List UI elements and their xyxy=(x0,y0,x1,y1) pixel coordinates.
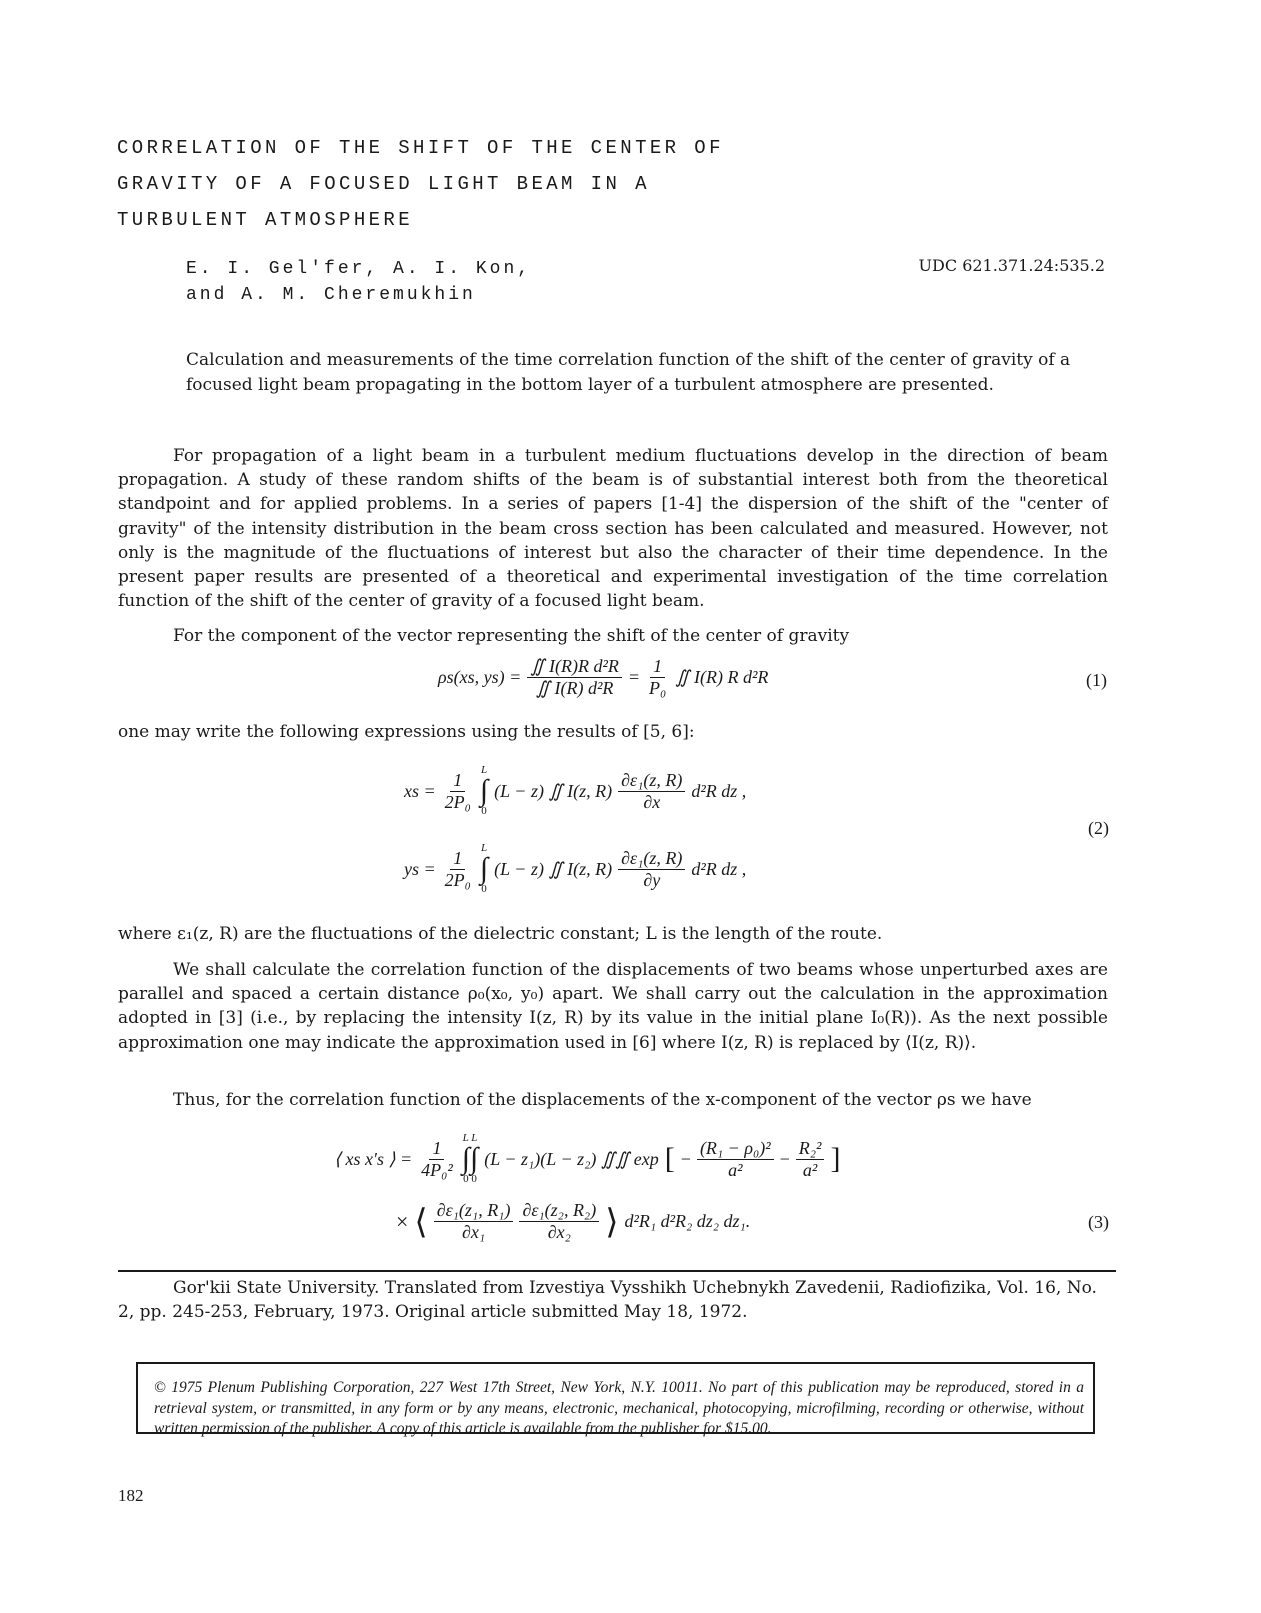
authors-line-2: and A. M. Cheremukhin xyxy=(186,285,476,305)
eq3-d2-num: ∂ε₁(z₂, R₂) xyxy=(519,1200,599,1222)
title-line-1: CORRELATION OF THE SHIFT OF THE CENTER OF xyxy=(117,137,724,159)
eq3-bracket-den2: a² xyxy=(802,1159,818,1180)
eq3-times: × xyxy=(396,1208,409,1234)
eq2-x-deriv-num: ∂ε₁(z, R) xyxy=(618,770,685,792)
eq1-number: (1) xyxy=(1086,670,1107,690)
eq2-y-integral xyxy=(480,842,488,896)
eq3-lower: 0 0 xyxy=(463,1173,477,1185)
eq2-x-coef xyxy=(442,770,474,813)
eq2-x-coef-den: 2P₀ xyxy=(444,791,471,812)
eq1-fraction-1 xyxy=(527,656,622,699)
eq2-x-mid: (L − z) ∬ I(z, R) xyxy=(494,780,613,801)
eq2-x-lower: 0 xyxy=(481,805,487,817)
eq3-upper: L L xyxy=(462,1132,478,1144)
title-line-2: GRAVITY OF A FOCUSED LIGHT BEAM IN A xyxy=(117,173,650,195)
paragraph-calculation: We shall calculate the correlation function of the displacements of two beams whose unperturbed axes are parallel and spaced a certain distance ρ₀(x₀, y₀) apart. We shall carry out the calculation in the approximation adopted in [3] (i.e., by replacing the intensity I(z, R) by its value in the initial plane I₀(R)). As the next possible approximation one may indicate the approximation used in [6] where I(z, R) is replaced by ⟨I(z, R)⟩. xyxy=(118,960,1108,1053)
eq1-lhs: ρs(xs, ys) = xyxy=(438,667,522,687)
eq1-num1: ∬ I(R)R d²R xyxy=(527,656,622,678)
paragraph-intro: For propagation of a light beam in a turbulent medium fluctuations develop in the direction of beam propagation. A study of these random shifts of the beam is of substantial interest both from the theoretical standpoint and for applied problems. In a series of papers [1-4] the dispersion of the shift of the "center of gravity" of the intensity distribution in the beam cross section has been calculated and measured. However, not only is the magnitude of the fluctuations of interest but also the character of their time dependence. In the present paper results are presented of a theoretical and experimental investigation of the time correlation function of the shift of the center of gravity of a focused light beam. xyxy=(118,446,1108,612)
copyright-text: © 1975 Plenum Publishing Corporation, 227 West 17th Street, New York, N.Y. 10011. No part of this publication may be reproduced, stored in a retrieval system, or transmitted, in any form or by any means, electronic, mechanical, photocopying, microfilming, recording or otherwise, without written permission of the publisher. A copy of this article is available from the publisher for $15.00. xyxy=(154,1379,1084,1437)
eq3-deriv-1 xyxy=(434,1200,514,1243)
eq3-coef-num: 1 xyxy=(429,1138,444,1160)
integral-sign: ∫ xyxy=(479,774,489,807)
left-angle-bracket: ⟨ xyxy=(414,1203,428,1241)
paragraph-where: where ε₁(z, R) are the fluctuations of the dielectric constant; L is the length of the route. xyxy=(118,924,883,944)
eq3-d1-num: ∂ε₁(z₁, R₁) xyxy=(434,1200,514,1222)
footnote: Gor'kii State University. Translated from Izvestiya Vysshikh Uchebnykh Zavedenii, Radiofizika, Vol. 16, No. 2, pp. 245-253, February, 1973. Original article submitted May 18, 1972. xyxy=(118,1278,1097,1322)
double-integral-sign: ∫∫ xyxy=(461,1142,479,1175)
eq3-d2-den: ∂x₂ xyxy=(547,1222,571,1242)
eq3-bracket-frac-1 xyxy=(697,1138,774,1181)
eq3-coef xyxy=(418,1138,456,1181)
title-line-3: TURBULENT ATMOSPHERE xyxy=(117,209,414,231)
eq3-bracket-den1: a² xyxy=(728,1159,743,1180)
equation-1 xyxy=(438,656,768,699)
eq3-bracket-frac-2 xyxy=(796,1138,825,1181)
paragraph-expressions: one may write the following expressions using the results of [5, 6]: xyxy=(118,722,695,742)
eq2-y-upper: L xyxy=(480,842,488,854)
right-angle-bracket: ⟩ xyxy=(605,1203,619,1241)
eq2-x-deriv xyxy=(618,770,685,813)
eq3-integrals xyxy=(462,1132,478,1186)
eq2-y-tail: d²R dz , xyxy=(691,858,747,879)
eq2-x-integral xyxy=(480,764,488,818)
eq1-den2: P₀ xyxy=(649,678,667,698)
eq1-num2: 1 xyxy=(650,656,665,678)
eq3-coef-den: 4P₀² xyxy=(421,1159,453,1180)
eq3-lhs: ⟨ xs x′s ⟩ = xyxy=(334,1148,413,1169)
eq1-fraction-2 xyxy=(646,656,669,699)
eq2-y-lhs: ys = xyxy=(404,858,436,879)
minus-sign: − xyxy=(779,1148,790,1169)
paragraph-thus: Thus, for the correlation function of the displacements of the x-component of the vector ρs we have xyxy=(173,1090,1032,1110)
eq3-mid: (L − z₁)(L − z₂) ∬∬ exp xyxy=(484,1148,659,1169)
eq3-deriv-2 xyxy=(519,1200,599,1243)
eq2-y-deriv-den: ∂y xyxy=(643,869,661,890)
equation-2-y xyxy=(404,842,746,896)
eq2-x-coef-num: 1 xyxy=(450,770,465,792)
authors xyxy=(186,256,531,308)
eq3-bracket-num2: R₂² xyxy=(796,1138,825,1160)
eq2-y-deriv-num: ∂ε₁(z, R) xyxy=(618,848,685,870)
eq2-y-lower: 0 xyxy=(481,883,487,895)
right-bracket: ] xyxy=(830,1142,841,1175)
authors-line-1: E. I. Gel'fer, A. I. Kon, xyxy=(186,259,532,279)
eq2-x-lhs: xs = xyxy=(404,780,436,801)
left-bracket: [ xyxy=(664,1142,675,1175)
eq2-y-coef-num: 1 xyxy=(450,848,465,870)
eq2-y-coef-den: 2P₀ xyxy=(444,869,471,890)
udc-code: UDC 621.371.24:535.2 xyxy=(918,256,1105,275)
eq3-number: (3) xyxy=(1088,1212,1109,1232)
eq3-tail: d²R₁ d²R₂ dz₂ dz₁. xyxy=(624,1211,751,1231)
equation-2-x xyxy=(404,764,746,818)
abstract: Calculation and measurements of the time correlation function of the shift of the center of gravity of a focused light beam propagating in the bottom layer of a turbulent atmosphere are presented. xyxy=(186,350,1071,395)
eq2-x-upper: L xyxy=(480,764,488,776)
equation-3-line-1 xyxy=(334,1132,840,1186)
eq2-y-coef xyxy=(442,848,474,891)
minus-sign: − xyxy=(680,1148,691,1169)
page-number: 182 xyxy=(118,1486,144,1505)
article-title xyxy=(117,130,877,238)
eq3-bracket-num1: (R₁ − ρ₀)² xyxy=(697,1138,774,1160)
eq2-y-mid: (L − z) ∬ I(z, R) xyxy=(494,858,613,879)
eq2-number: (2) xyxy=(1088,818,1109,838)
eq1-eqsign: = xyxy=(627,667,641,687)
eq1-den1: ∬ I(R) d²R xyxy=(535,678,614,698)
eq1-rest: ∬ I(R) R d²R xyxy=(675,667,769,687)
eq2-x-deriv-den: ∂x xyxy=(643,791,661,812)
integral-sign: ∫ xyxy=(479,852,489,885)
eq2-x-tail: d²R dz , xyxy=(691,780,747,801)
paragraph-component: For the component of the vector representing the shift of the center of gravity xyxy=(173,626,850,646)
eq3-d1-den: ∂x₁ xyxy=(461,1222,486,1242)
equation-3-line-2 xyxy=(396,1200,750,1243)
eq2-y-deriv xyxy=(618,848,685,891)
footnote-rule xyxy=(118,1270,1116,1272)
